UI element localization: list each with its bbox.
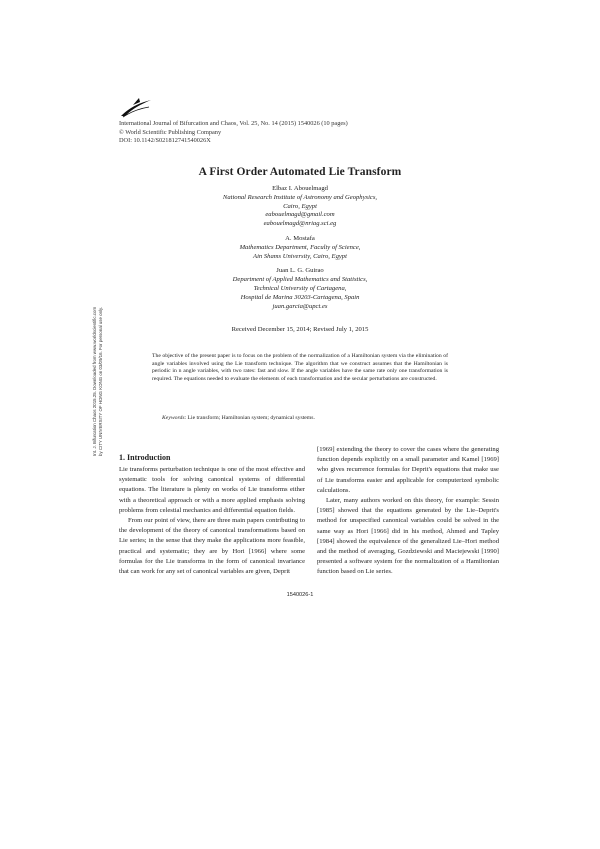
- keywords-label: Keywords: [162, 415, 185, 421]
- page-number: 1540026-1: [286, 592, 314, 598]
- download-note-line: by CITY UNIVERSITY OF HONG KONG on 03/09/16. For personal use only.: [97, 306, 103, 456]
- keywords-text: : Lie transform; Hamiltonian system; dynamical systems.: [184, 415, 315, 421]
- authors-block: [150, 185, 450, 311]
- abstract: [152, 353, 448, 383]
- author-affiliation: Hospital de Marina 30203-Cartagena, Spain: [240, 293, 360, 301]
- author-affiliation: National Research Institute of Astronomy and Geophysics,: [222, 193, 378, 201]
- author-affiliation: Technical University of Cartagena,: [253, 284, 347, 292]
- journal-header: [119, 120, 348, 146]
- author-email[interactable]: eabouelmagd@nriag.sci.eg: [263, 220, 337, 228]
- author-affiliation: Mathematics Department, Faculty of Science,: [239, 243, 361, 251]
- author-affiliation: Department of Applied Mathematics and Statistics,: [232, 276, 368, 284]
- paper-title: A First Order Automated Lie Transform: [198, 166, 402, 178]
- paragraph: From our point of view, there are three main papers contributing to the development of the theory of canonical transformations based on Lie series; in the sense that they make the applications more feasible, practical and systematic; they are by Hori [1966] where some formulas for the Lie transforms in the form of canonical invariance that can work for any set of canonical variables are given, Deprit: [119, 517, 305, 576]
- paragraph: [1969] extending the theory to cover the cases where the generating function depends explicitly on a small parameter and Kamel [1969] who gives recurrence formulas for Deprit's equations that make use of Lie transforms easier and applicable for computerized symbolic calculations.: [317, 446, 499, 494]
- keywords: [162, 415, 448, 421]
- author-name: Juan L. G. Guirao: [276, 267, 324, 275]
- body-column-right: [317, 445, 499, 578]
- journal-citation: International Journal of Bifurcation and Chaos, Vol. 25, No. 14 (2015) 1540026 (10 pages): [119, 120, 348, 127]
- download-note-line: Int. J. Bifurcation Chaos 2015.25. Downloaded from www.worldscientific.com: [92, 306, 97, 456]
- doi-link[interactable]: DOI: 10.1142/S021812741540026X: [119, 137, 211, 145]
- publisher-line: © World Scientific Publishing Company: [119, 128, 222, 136]
- section-heading: 1. Introduction: [119, 453, 171, 462]
- author-email[interactable]: eabouelmagd@gmail.com: [265, 211, 335, 219]
- author-email[interactable]: juan.garcia@upct.es: [272, 302, 328, 310]
- paragraph: Later, many authors worked on this theory, for example: Sessin [1985] showed that the equations generated by the Lie–Deprit's method for unspecified canonical variables could be solved in the same way as Hori [1966] did in his method, Ahmed and Tapley [1984] showed the equivalence of the generalized Lie–Hori method and the method of averaging, Gozdziewski and Maciejewski [1990] presented a software system for the normalization of a Hamiltonian function based on Lie series.: [317, 497, 499, 576]
- download-note: [82, 286, 103, 456]
- paragraph: Lie transforms perturbation technique is one of the most effective and systematic tools for solving canonical systems of differential equations. The literature is plenty on works of Lie transforms either with a theoretical approach or with a more applied emphasis solving problems from celestial mechanics and differential equation fields.: [119, 466, 305, 514]
- publisher-logo-icon: [119, 96, 153, 118]
- abstract-text: The objective of the present paper is to focus on the problem of the normalization of a Hamiltonian system via the elimination of angle variables involved using the Lie transform technique. The algorithm that we construct assumes that the Hamiltonian is periodic in n angle variables, with two rates: fast and slow. If the angle variables have the same rate only one transformation is required. The equations needed to evaluate the elements of each transformation and the secular perturbations are constructed.: [152, 353, 448, 382]
- received-dates: Received December 15, 2014; Revised July 1, 2015: [231, 326, 369, 333]
- author-name: A. Mostafa: [285, 234, 315, 242]
- body-column-left: [119, 453, 305, 577]
- author-name: Elbaz I. Abouelmagd: [272, 185, 328, 192]
- author-affiliation: Cairo, Egypt: [283, 202, 317, 210]
- author-affiliation: Ain Shams University, Cairo, Egypt: [253, 252, 347, 260]
